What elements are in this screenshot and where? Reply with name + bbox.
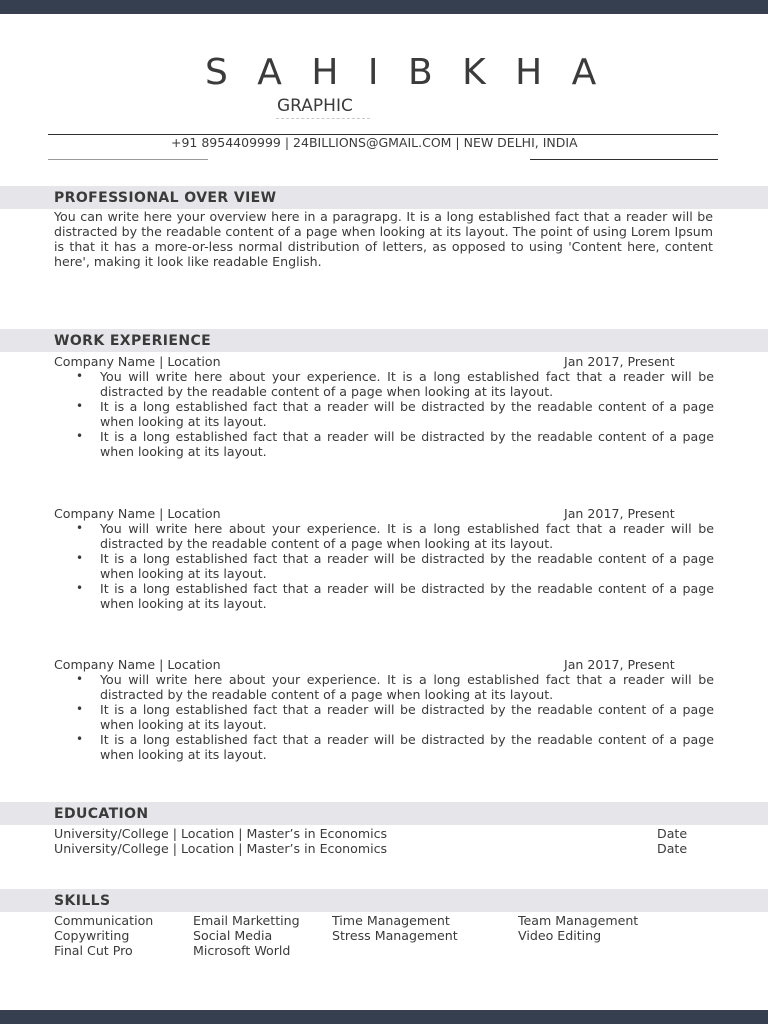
job-company: Company Name | Location [54, 657, 221, 672]
candidate-name: S A H I B K H A [205, 52, 606, 93]
skill-item: Email Marketting [193, 913, 300, 928]
skills-section-header [0, 889, 768, 912]
skill-item: Video Editing [518, 928, 602, 943]
experience-section-title: WORK EXPERIENCE [54, 333, 212, 349]
job-bullet: • You will write here about your experience. It is a long established fact that a reader will be distracted by the readable content of a page when looking at its layout. [54, 672, 716, 702]
job-bullet: • It is a long established fact that a reader will be distracted by the readable content of a page when looking at its layout. [54, 551, 716, 581]
skill-item: Social Media [193, 928, 273, 943]
job-bullet: • You will write here about your experience. It is a long established fact that a reader will be distracted by the readable content of a page when looking at its layout. [54, 521, 716, 551]
candidate-role: GRAPHIC [277, 96, 353, 116]
job-company: Company Name | Location [54, 354, 221, 369]
education-date: Date [657, 841, 688, 856]
overview-section-title: PROFESSIONAL OVER VIEW [54, 190, 277, 206]
skill-item: Copywriting [54, 928, 130, 943]
job-bullet: • It is a long established fact that a reader will be distracted by the readable content of a page when looking at its layout. [54, 732, 716, 762]
bottom-accent-bar [0, 1010, 768, 1024]
top-accent-bar [0, 0, 768, 14]
education-entry: University/College | Location | Master’s in Economics [54, 841, 388, 856]
education-row [54, 826, 694, 841]
skill-item: Final Cut Pro [54, 943, 133, 958]
job-bullet: • It is a long established fact that a reader will be distracted by the readable content of a page when looking at its layout. [54, 429, 716, 459]
job-date: Jan 2017, Present [564, 657, 675, 672]
job-bullet: • You will write here about your experience. It is a long established fact that a reader will be distracted by the readable content of a page when looking at its layout. [54, 369, 716, 399]
education-date: Date [657, 826, 688, 841]
experience-entry [54, 657, 716, 762]
experience-section-header [0, 329, 768, 352]
job-bullet: • It is a long established fact that a reader will be distracted by the readable content of a page when looking at its layout. [54, 581, 716, 611]
job-company: Company Name | Location [54, 506, 221, 521]
role-underline [276, 118, 370, 119]
experience-entry [54, 354, 716, 459]
education-entry: University/College | Location | Master’s in Economics [54, 826, 388, 841]
experience-entry [54, 506, 716, 611]
job-date: Jan 2017, Present [564, 354, 675, 369]
education-section-title: EDUCATION [54, 806, 149, 822]
skill-item: Time Management [332, 913, 450, 928]
skill-item: Stress Management [332, 928, 458, 943]
job-bullet: • It is a long established fact that a reader will be distracted by the readable content of a page when looking at its layout. [54, 399, 716, 429]
skill-item: Team Management [518, 913, 639, 928]
job-bullet: • It is a long established fact that a reader will be distracted by the readable content of a page when looking at its layout. [54, 702, 716, 732]
job-date: Jan 2017, Present [564, 506, 675, 521]
header-rule-bottom-left [48, 159, 208, 160]
header-rule-bottom-right [530, 159, 718, 160]
education-section-header [0, 802, 768, 825]
skill-item: Microsoft World [193, 943, 291, 958]
overview-section-header [0, 186, 768, 209]
education-row [54, 841, 694, 856]
skill-item: Communication [54, 913, 154, 928]
contact-info: +91 8954409999 | 24BILLIONS@GMAIL.COM | NEW DELHI, INDIA [171, 135, 578, 150]
skills-section-title: SKILLS [54, 893, 111, 909]
overview-paragraph: You can write here your overview here in a paragrapg. It is a long established fact that a reader will be distracted by the readable content of a page when looking at its layout. The point of using Lorem Ipsum is that it has a more-or-less normal distribution of letters, as opposed to using 'Content here, content here', making it look like readable English. [54, 209, 713, 269]
